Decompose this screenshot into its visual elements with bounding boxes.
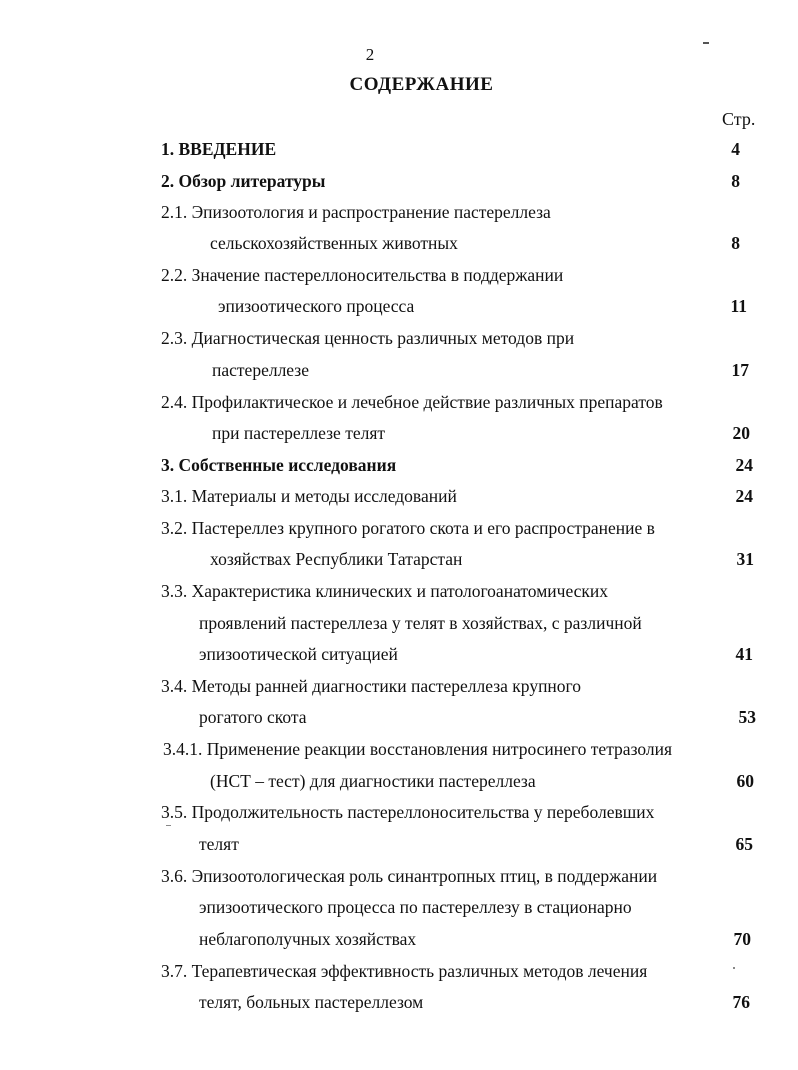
toc-entry-title: 1. ВВЕДЕНИЕ bbox=[161, 139, 277, 159]
toc-entry-page: 11 bbox=[730, 296, 747, 316]
toc-entry-page: 70 bbox=[733, 929, 751, 949]
toc-entry-title: 3. Собственные исследования bbox=[161, 455, 397, 475]
toc-entry-continuation: эпизоотической ситуацией bbox=[199, 644, 398, 664]
toc-entry-page: 53 bbox=[738, 707, 756, 727]
toc-entry-page: 8 bbox=[731, 233, 740, 253]
toc-entry-page: 24 bbox=[735, 455, 753, 475]
toc-entry-page: 4 bbox=[731, 139, 740, 159]
toc-entry-page: 8 bbox=[731, 171, 740, 191]
toc-entry-page: 76 bbox=[732, 992, 750, 1012]
toc-entry-continuation: хозяйствах Республики Татарстан bbox=[210, 549, 463, 569]
scan-artifact bbox=[703, 42, 709, 44]
page-column-label: Стр. bbox=[722, 109, 756, 129]
toc-entry-continuation: эпизоотического процесса по пастереллезу в стационарно bbox=[199, 897, 632, 917]
toc-entry-title: 2.1. Эпизоотология и распространение пастереллеза bbox=[161, 202, 551, 222]
toc-entry-continuation: сельскохозяйственных животных bbox=[210, 233, 458, 253]
page-number: 2 bbox=[365, 45, 375, 64]
toc-entry-title: 3.3. Характеристика клинических и патологоанатомических bbox=[161, 581, 609, 601]
scan-artifact bbox=[733, 967, 735, 969]
toc-entry-page: 41 bbox=[735, 644, 753, 664]
toc-entry-title: 3.2. Пастереллез крупного рогатого скота и его распространение в bbox=[161, 518, 655, 538]
toc-entry-page: 24 bbox=[735, 486, 753, 506]
toc-entry-title: 2.4. Профилактическое и лечебное действие различных препаратов bbox=[161, 392, 663, 412]
toc-entry-title: 3.4.1. Применение реакции восстановления нитросинего тетразолия bbox=[163, 739, 673, 759]
toc-entry-title: 3.7. Терапевтическая эффективность различных методов лечения bbox=[161, 961, 648, 981]
toc-entry-title: 2.3. Диагностическая ценность различных методов при bbox=[161, 328, 575, 348]
toc-entry-continuation: эпизоотического процесса bbox=[218, 296, 415, 316]
toc-entry-page: 60 bbox=[736, 771, 754, 791]
toc-entry-page: 65 bbox=[735, 834, 753, 854]
toc-entry-continuation: при пастереллезе телят bbox=[212, 423, 386, 443]
toc-entry-continuation: рогатого скота bbox=[199, 707, 307, 727]
toc-entry-title: 3.5. Продолжительность пастереллоносительства у переболевших bbox=[161, 802, 655, 822]
toc-entry-continuation: проявлений пастереллеза у телят в хозяйствах, с различной bbox=[199, 613, 642, 633]
toc-entry-title: 3.6. Эпизоотологическая роль синантропных птиц, в поддержании bbox=[161, 866, 658, 886]
toc-entry-page: 20 bbox=[732, 423, 750, 443]
toc-entry-continuation: телят, больных пастереллезом bbox=[199, 992, 424, 1012]
toc-entry-continuation: пастереллезе bbox=[212, 360, 309, 380]
toc-entry-continuation: неблагополучных хозяйствах bbox=[199, 929, 417, 949]
toc-entry-page: 31 bbox=[736, 549, 754, 569]
toc-entry-title: 3.1. Материалы и методы исследований bbox=[161, 486, 457, 506]
toc-entry-title: 2. Обзор литературы bbox=[161, 171, 326, 191]
toc-entry-title: 2.2. Значение пастереллоносительства в поддержании bbox=[161, 265, 564, 285]
toc-entry-continuation: телят bbox=[199, 834, 239, 854]
scan-artifact bbox=[166, 825, 171, 826]
toc-entry-continuation: (НСТ – тест) для диагностики пастереллеза bbox=[210, 771, 536, 791]
toc-entry-title: 3.4. Методы ранней диагностики пастереллеза крупного bbox=[161, 676, 582, 696]
toc-entry-page: 17 bbox=[731, 360, 749, 380]
page-title: СОДЕРЖАНИЕ bbox=[349, 74, 494, 95]
